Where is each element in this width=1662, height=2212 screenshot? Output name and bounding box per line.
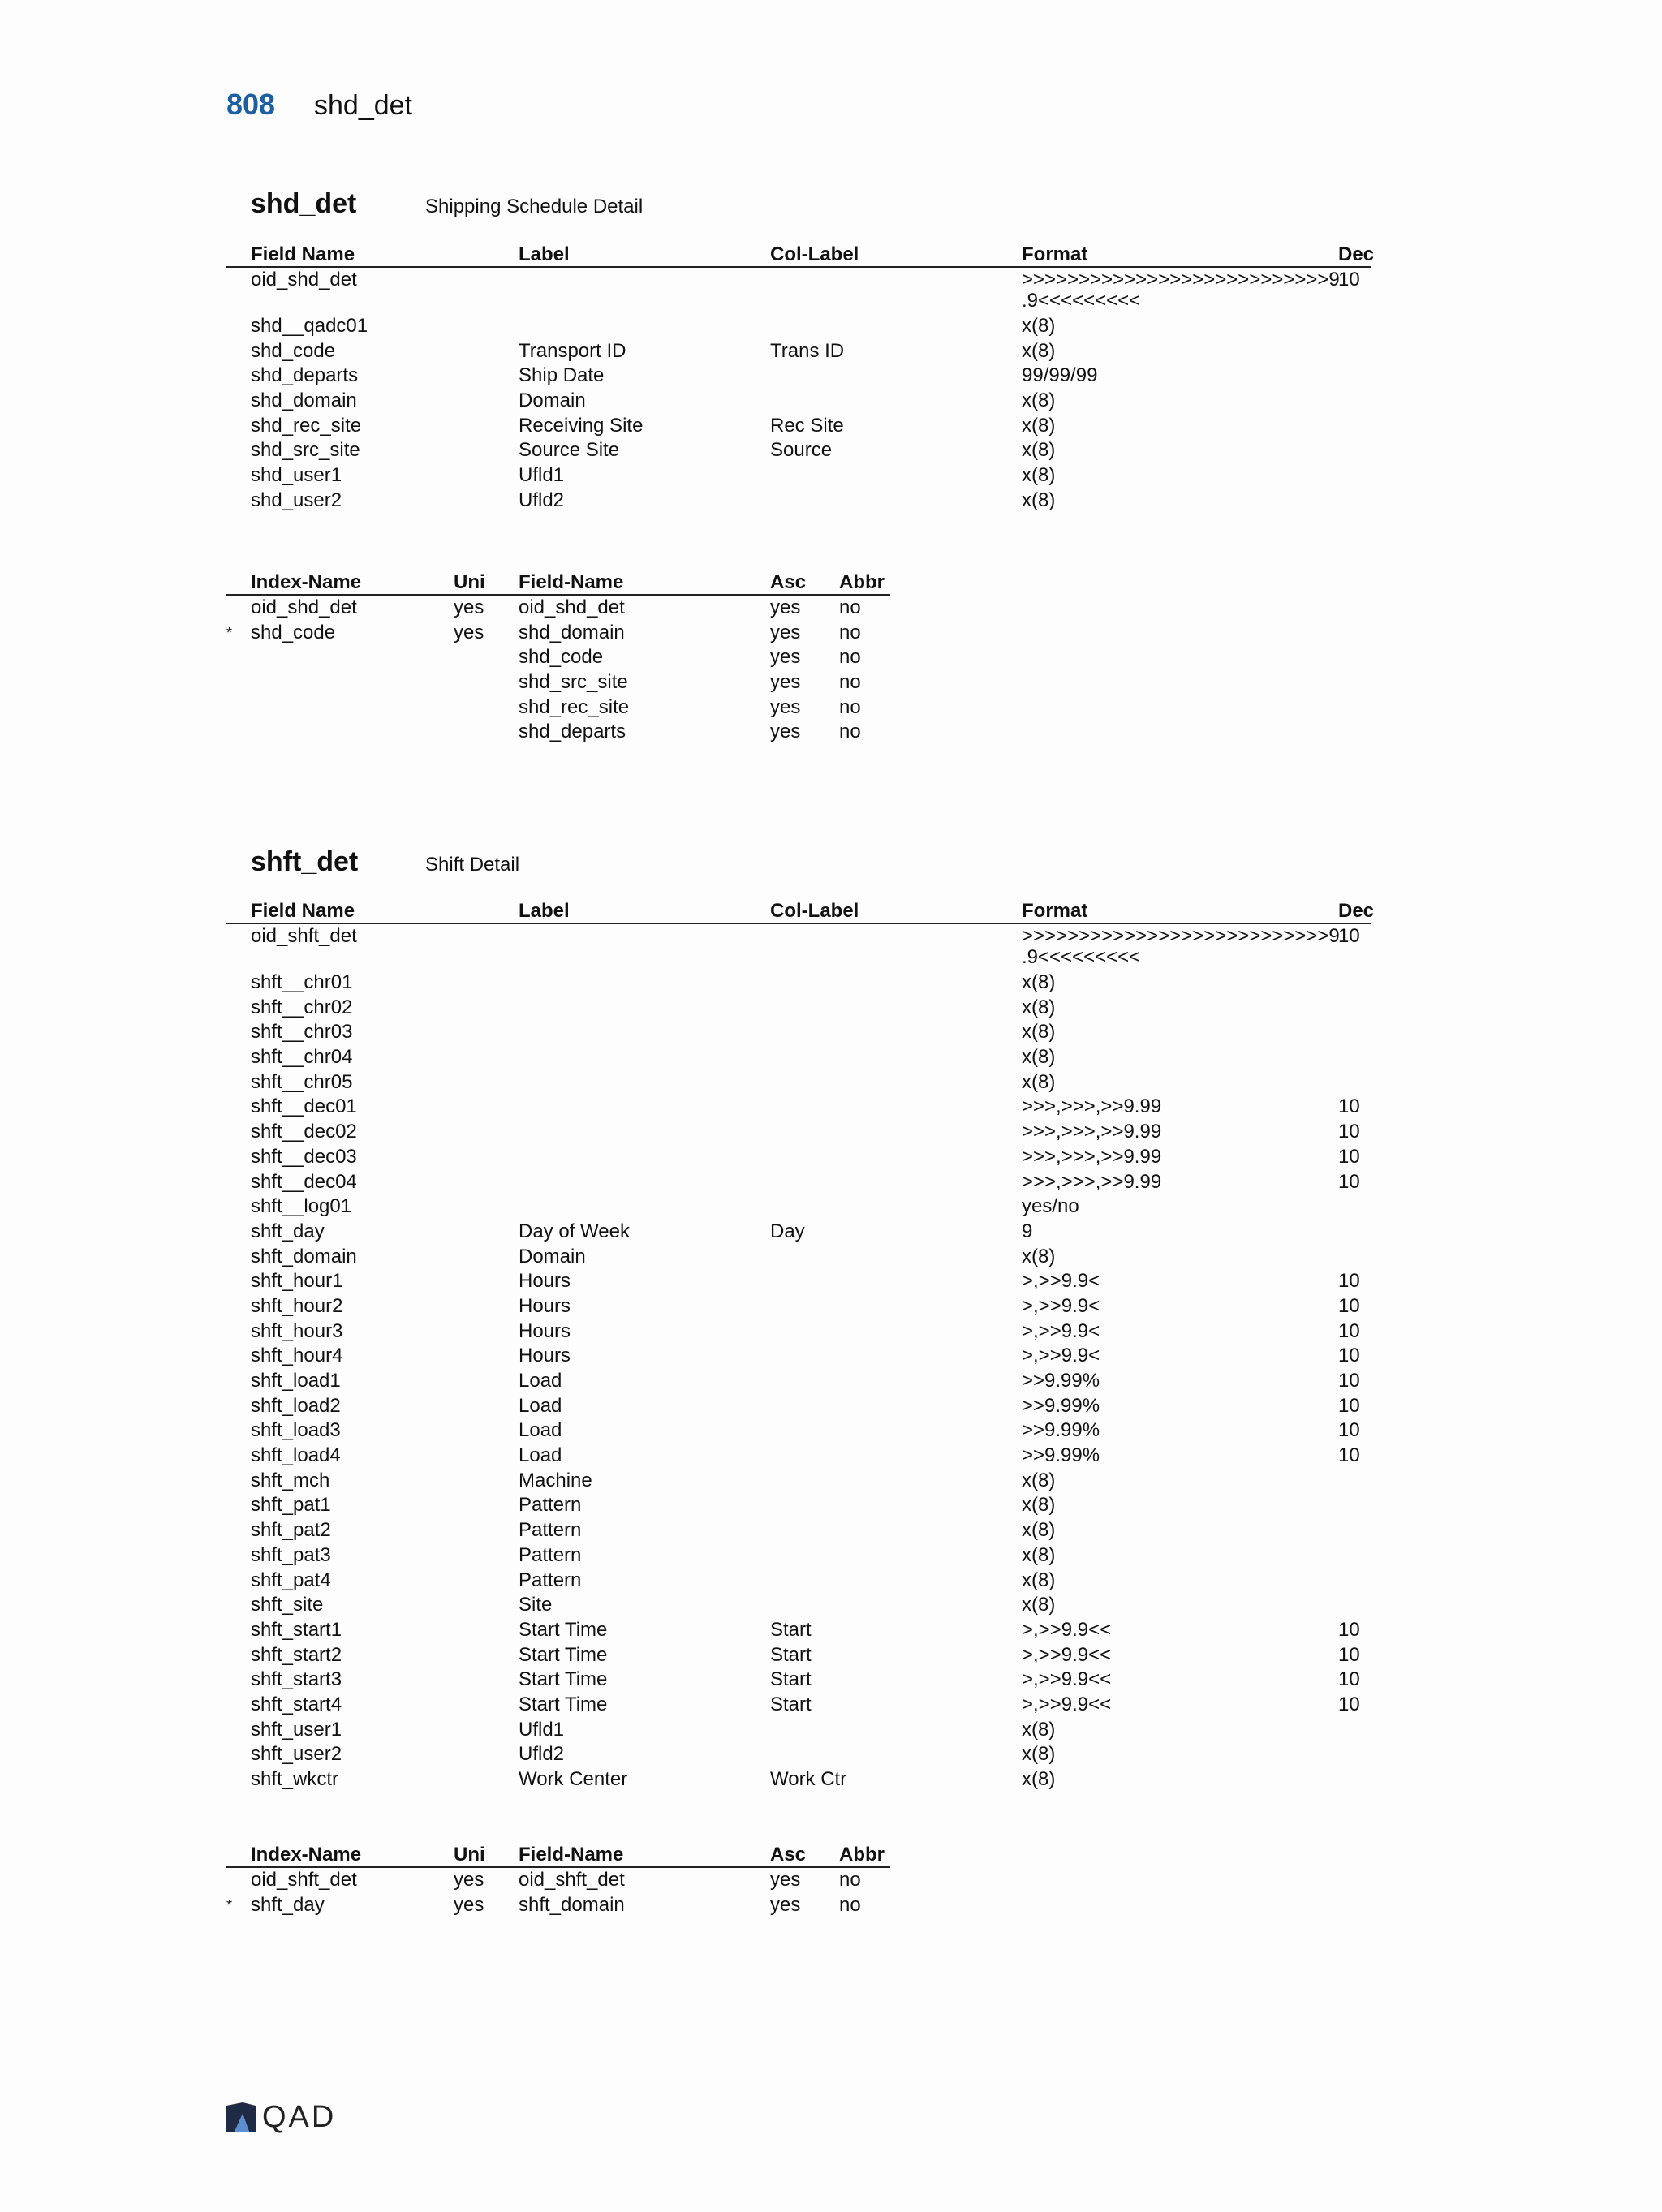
dec-cell: 10: [1338, 1370, 1360, 1392]
asc-cell: yes: [770, 695, 801, 718]
table-row: [226, 996, 1371, 1021]
table-row: [226, 924, 1371, 970]
asc-cell: yes: [770, 1869, 801, 1891]
field-name-cell: shft_start1: [251, 1618, 342, 1641]
format-cell: x(8): [1022, 439, 1056, 462]
dec-cell: 10: [1338, 1319, 1360, 1342]
format-continuation-cell: .9<<<<<<<<<: [1022, 290, 1141, 312]
field-name-cell: shft_load3: [251, 1419, 341, 1442]
format-cell: x(8): [1022, 488, 1056, 511]
format-cell: x(8): [1022, 464, 1056, 487]
dec-cell: 10: [1338, 1145, 1360, 1168]
col-header-asc: Asc: [770, 571, 807, 593]
label-cell: Hours: [519, 1294, 571, 1317]
field-table-header: [226, 898, 1375, 924]
label-cell: Hours: [519, 1319, 571, 1342]
index-table: [226, 1842, 890, 1917]
field-name-cell: shd_src_site: [251, 439, 360, 462]
format-cell: x(8): [1022, 1245, 1056, 1267]
abbr-cell: no: [839, 596, 861, 618]
col-header-field-name: Field Name: [251, 900, 355, 922]
table-row: [226, 695, 890, 721]
table-row: [226, 438, 1371, 463]
index-field-cell: oid_shft_det: [519, 1869, 625, 1891]
label-cell: Pattern: [519, 1569, 582, 1591]
col-header-dec: Dec: [1338, 243, 1375, 265]
field-name-cell: shft_hour2: [251, 1294, 343, 1317]
table-row: [226, 1868, 890, 1893]
field-name-cell: shft_domain: [251, 1245, 357, 1267]
table-row: [226, 1444, 1371, 1469]
format-cell: x(8): [1022, 1070, 1056, 1093]
table-row: [226, 364, 1371, 389]
index-field-cell: oid_shd_det: [519, 596, 625, 618]
col-header-field-name: Field-Name: [519, 571, 624, 593]
field-name-cell: shft_hour4: [251, 1345, 343, 1367]
format-cell: >>9.99%: [1022, 1419, 1100, 1442]
label-cell: Load: [519, 1419, 562, 1442]
label-cell: Ship Date: [519, 364, 605, 387]
label-cell: Start Time: [519, 1618, 608, 1641]
table-row: [226, 1170, 1371, 1195]
uni-cell: yes: [454, 1869, 484, 1891]
label-cell: Load: [519, 1370, 562, 1392]
col-label-cell: Work Ctr: [770, 1768, 847, 1790]
format-cell: >,>>9.9<<: [1022, 1643, 1112, 1666]
dec-cell: 10: [1338, 269, 1360, 290]
col-label-cell: Start: [770, 1618, 812, 1641]
table-row: [226, 1145, 1371, 1170]
col-label-cell: Start: [770, 1643, 812, 1666]
abbr-cell: no: [839, 646, 861, 669]
format-cell: x(8): [1022, 1569, 1056, 1591]
table-row: [226, 645, 890, 670]
format-cell: >>9.99%: [1022, 1394, 1100, 1417]
field-name-cell: shft_load4: [251, 1444, 341, 1467]
field-name-cell: shft__dec02: [251, 1121, 357, 1143]
field-name-cell: shft_user2: [251, 1743, 342, 1766]
field-name-cell: shft__dec01: [251, 1095, 357, 1118]
col-header-abbr: Abbr: [839, 1844, 885, 1866]
format-cell: x(8): [1022, 1594, 1056, 1616]
dec-cell: 10: [1338, 1419, 1360, 1442]
label-cell: Transport ID: [519, 339, 626, 362]
table-row: [226, 1643, 1371, 1668]
format-cell: >,>>9.9<: [1022, 1345, 1100, 1367]
label-cell: Pattern: [519, 1494, 582, 1517]
col-label-cell: Start: [770, 1668, 812, 1691]
field-name-cell: shft_pat1: [251, 1494, 331, 1517]
page-header: [226, 88, 412, 133]
col-header-label: Label: [519, 900, 570, 922]
label-cell: Pattern: [519, 1543, 582, 1566]
col-header-field-name: Field-Name: [519, 1844, 624, 1866]
format-cell: >>9.99%: [1022, 1370, 1100, 1392]
label-cell: Ufld2: [519, 1743, 565, 1766]
table-row: [226, 1493, 1371, 1518]
table-row: [226, 1518, 1371, 1543]
table-row: [226, 1469, 1371, 1494]
col-header-index-name: Index-Name: [251, 1844, 362, 1866]
label-cell: Ufld1: [519, 1718, 565, 1741]
table-row: [226, 463, 1371, 488]
format-cell: >>>,>>>,>>9.99: [1022, 1095, 1162, 1118]
table-row: [226, 1070, 1371, 1095]
table-title-row: [251, 188, 643, 220]
primary-index-marker: *: [226, 624, 233, 641]
table-row: [226, 596, 890, 621]
index-field-cell: shft_domain: [519, 1893, 625, 1916]
field-name-cell: shft_pat3: [251, 1543, 331, 1566]
label-cell: Domain: [519, 389, 586, 412]
table-row: [226, 970, 1371, 996]
col-header-asc: Asc: [770, 1844, 807, 1866]
field-name-cell: shft_load1: [251, 1370, 341, 1392]
table-row: [226, 670, 890, 695]
index-table-header: [226, 570, 890, 596]
field-name-cell: shd_user2: [251, 488, 342, 511]
table-name: shft_det: [251, 846, 359, 877]
dec-cell: 10: [1338, 1444, 1360, 1467]
index-table-header: [226, 1842, 890, 1868]
table-row: [226, 1194, 1371, 1220]
asc-cell: yes: [770, 721, 801, 743]
abbr-cell: no: [839, 671, 861, 694]
col-header-format: Format: [1022, 243, 1088, 265]
label-cell: Pattern: [519, 1519, 582, 1542]
format-cell: >,>>9.9<: [1022, 1294, 1100, 1317]
dec-cell: 10: [1338, 1394, 1360, 1417]
format-cell: >>>>>>>>>>>>>>>>>>>>>>>>>>>9: [1022, 925, 1340, 947]
field-name-cell: shd_rec_site: [251, 414, 362, 437]
dec-cell: 10: [1338, 1121, 1360, 1143]
field-name-cell: shft__chr02: [251, 996, 353, 1018]
col-label-cell: Day: [770, 1220, 805, 1242]
table-row: [226, 488, 1371, 514]
table-row: [226, 389, 1371, 414]
table-name: shd_det: [251, 188, 357, 219]
table-row: [226, 314, 1371, 339]
abbr-cell: no: [839, 721, 861, 743]
index-field-cell: shd_domain: [519, 621, 625, 643]
label-cell: Start Time: [519, 1668, 608, 1691]
primary-index-marker: *: [226, 1896, 233, 1913]
table-row: [226, 1418, 1371, 1444]
field-name-cell: shft_site: [251, 1594, 324, 1616]
table-row: [226, 1593, 1371, 1618]
col-header-uni: Uni: [454, 1844, 485, 1866]
table-description: Shift Detail: [425, 854, 520, 876]
format-cell: 9: [1022, 1220, 1033, 1242]
asc-cell: yes: [770, 646, 801, 669]
format-cell: x(8): [1022, 1021, 1056, 1044]
table-row: [226, 1569, 1371, 1594]
field-name-cell: shft__chr01: [251, 971, 353, 993]
format-cell: x(8): [1022, 1519, 1056, 1542]
dec-cell: 10: [1338, 1294, 1360, 1317]
index-field-cell: shd_departs: [519, 721, 626, 743]
field-name-cell: shd_user1: [251, 464, 342, 487]
field-name-cell: shft_load2: [251, 1394, 341, 1417]
table-row: [226, 1045, 1371, 1070]
format-cell: >,>>9.9<<: [1022, 1693, 1112, 1715]
table-row: [226, 1319, 1371, 1345]
qad-logo: [225, 2100, 336, 2135]
asc-cell: yes: [770, 1893, 801, 1916]
field-name-cell: oid_shft_det: [251, 925, 357, 947]
format-cell: x(8): [1022, 971, 1056, 993]
field-name-cell: shft_start3: [251, 1668, 342, 1691]
format-cell: >>>,>>>,>>9.99: [1022, 1145, 1162, 1168]
table-row: [226, 1668, 1371, 1693]
format-cell: x(8): [1022, 1718, 1056, 1741]
format-cell: >,>>9.9<<: [1022, 1668, 1112, 1691]
abbr-cell: no: [839, 695, 861, 718]
abbr-cell: no: [839, 1893, 861, 1916]
table-row: [226, 1742, 1371, 1767]
col-label-cell: Trans ID: [770, 339, 845, 362]
table-row: [226, 1220, 1371, 1245]
table-row: [226, 268, 1371, 314]
page-number: 808: [226, 88, 276, 121]
table-row: [226, 339, 1371, 364]
table-row: [226, 1245, 1371, 1270]
label-cell: Ufld1: [519, 464, 565, 487]
format-cell: 99/99/99: [1022, 364, 1098, 387]
table-row: [226, 1369, 1371, 1394]
field-name-cell: shd_code: [251, 339, 336, 362]
format-cell: x(8): [1022, 1543, 1056, 1566]
dec-cell: 10: [1338, 1668, 1360, 1691]
field-name-cell: shft_start4: [251, 1693, 342, 1715]
label-cell: Start Time: [519, 1643, 608, 1666]
label-cell: Machine: [519, 1469, 592, 1491]
format-cell: x(8): [1022, 1768, 1056, 1790]
field-name-cell: shft__dec03: [251, 1145, 357, 1168]
table-row: [226, 1120, 1371, 1145]
qad-logo-icon: [225, 2102, 257, 2133]
field-table-header: [226, 242, 1375, 268]
format-cell: >,>>9.9<: [1022, 1270, 1100, 1293]
format-continuation-cell: .9<<<<<<<<<: [1022, 946, 1141, 968]
index-field-cell: shd_src_site: [519, 671, 628, 694]
index-field-cell: shd_rec_site: [519, 695, 630, 718]
field-name-cell: shd_departs: [251, 364, 359, 387]
format-cell: x(8): [1022, 996, 1056, 1018]
table-row: [226, 720, 890, 745]
dec-cell: 10: [1338, 1170, 1360, 1193]
field-name-cell: shft__dec04: [251, 1170, 357, 1193]
format-cell: x(8): [1022, 339, 1056, 362]
asc-cell: yes: [770, 671, 801, 694]
col-header-dec: Dec: [1338, 900, 1375, 922]
label-cell: Work Center: [519, 1768, 628, 1790]
label-cell: Hours: [519, 1345, 571, 1367]
col-header-label: Label: [519, 243, 570, 265]
field-name-cell: shft_start2: [251, 1643, 342, 1666]
format-cell: x(8): [1022, 1743, 1056, 1766]
format-cell: x(8): [1022, 389, 1056, 412]
uni-cell: yes: [454, 1893, 484, 1916]
index-table: [226, 570, 890, 745]
field-name-cell: shd_domain: [251, 389, 357, 412]
table-row: [226, 1693, 1371, 1718]
label-cell: Hours: [519, 1270, 571, 1293]
col-header-field-name: Field Name: [251, 243, 355, 265]
dec-cell: 10: [1338, 1345, 1360, 1367]
format-cell: x(8): [1022, 1469, 1056, 1491]
asc-cell: yes: [770, 596, 801, 618]
table-row: [226, 1294, 1371, 1319]
field-table: [226, 242, 1375, 514]
field-name-cell: oid_shd_det: [251, 269, 357, 290]
field-table: [226, 898, 1375, 1792]
col-label-cell: Source: [770, 439, 833, 462]
format-cell: x(8): [1022, 1046, 1056, 1069]
col-label-cell: Start: [770, 1693, 812, 1715]
field-name-cell: shft_pat2: [251, 1519, 331, 1542]
index-name-cell: shd_code: [251, 621, 336, 643]
field-name-cell: shft__chr04: [251, 1046, 353, 1069]
dec-cell: 10: [1338, 1270, 1360, 1293]
dec-cell: 10: [1338, 1618, 1360, 1641]
format-cell: >>9.99%: [1022, 1444, 1100, 1467]
col-label-cell: Rec Site: [770, 414, 844, 437]
label-cell: Load: [519, 1444, 562, 1467]
field-name-cell: shft_pat4: [251, 1569, 331, 1591]
table-row: [226, 1543, 1371, 1569]
field-name-cell: shft__chr03: [251, 1021, 353, 1044]
field-name-cell: shd__qadc01: [251, 315, 368, 337]
label-cell: Source Site: [519, 439, 620, 462]
col-header-index-name: Index-Name: [251, 571, 362, 593]
uni-cell: yes: [454, 621, 484, 643]
label-cell: Day of Week: [519, 1220, 630, 1242]
label-cell: Load: [519, 1394, 562, 1417]
dec-cell: 10: [1338, 1643, 1360, 1666]
table-description: Shipping Schedule Detail: [425, 196, 644, 217]
qad-logo-text: QAD: [262, 2100, 337, 2134]
format-cell: x(8): [1022, 315, 1056, 337]
format-cell: >,>>9.9<: [1022, 1319, 1100, 1342]
col-header-abbr: Abbr: [839, 571, 885, 593]
label-cell: Site: [519, 1594, 553, 1616]
label-cell: Start Time: [519, 1693, 608, 1715]
format-cell: yes/no: [1022, 1195, 1079, 1218]
abbr-cell: no: [839, 621, 861, 643]
field-name-cell: shft_user1: [251, 1718, 342, 1741]
label-cell: Receiving Site: [519, 414, 644, 437]
format-cell: x(8): [1022, 1494, 1056, 1517]
field-name-cell: shft_day: [251, 1220, 325, 1242]
page-title: shd_det: [314, 90, 412, 121]
table-row: [226, 1269, 1371, 1294]
col-header-uni: Uni: [454, 571, 485, 593]
table-row: [226, 1718, 1371, 1743]
table-row: [226, 621, 890, 646]
table-row: [226, 1095, 1371, 1120]
format-cell: >,>>9.9<<: [1022, 1618, 1112, 1641]
field-name-cell: shft_hour3: [251, 1319, 343, 1342]
label-cell: Domain: [519, 1245, 586, 1267]
field-name-cell: shft_wkctr: [251, 1768, 339, 1790]
format-cell: x(8): [1022, 414, 1056, 437]
table-title-row: [251, 846, 519, 878]
index-field-cell: shd_code: [519, 646, 604, 669]
dec-cell: 10: [1338, 925, 1360, 947]
field-name-cell: shft_mch: [251, 1469, 330, 1491]
table-row: [226, 1394, 1371, 1419]
col-header-col-label: Col-Label: [770, 900, 859, 922]
abbr-cell: no: [839, 1869, 861, 1891]
format-cell: >>>,>>>,>>9.99: [1022, 1170, 1162, 1193]
index-name-cell: oid_shft_det: [251, 1869, 357, 1891]
index-name-cell: oid_shd_det: [251, 596, 357, 618]
field-name-cell: shft__log01: [251, 1195, 352, 1218]
asc-cell: yes: [770, 621, 801, 643]
table-row: [226, 1893, 890, 1918]
table-row: [226, 1767, 1371, 1792]
table-row: [226, 1020, 1371, 1045]
table-row: [226, 1344, 1371, 1369]
col-header-format: Format: [1022, 900, 1088, 922]
table-row: [226, 1618, 1371, 1643]
field-name-cell: shft__chr05: [251, 1070, 353, 1093]
field-name-cell: shft_hour1: [251, 1270, 343, 1293]
dec-cell: 10: [1338, 1693, 1360, 1715]
format-cell: >>>,>>>,>>9.99: [1022, 1121, 1162, 1143]
col-header-col-label: Col-Label: [770, 243, 859, 265]
index-name-cell: shft_day: [251, 1893, 325, 1916]
table-row: [226, 414, 1371, 439]
dec-cell: 10: [1338, 1095, 1360, 1118]
uni-cell: yes: [454, 596, 484, 618]
label-cell: Ufld2: [519, 488, 565, 511]
format-cell: >>>>>>>>>>>>>>>>>>>>>>>>>>>9: [1022, 269, 1340, 290]
